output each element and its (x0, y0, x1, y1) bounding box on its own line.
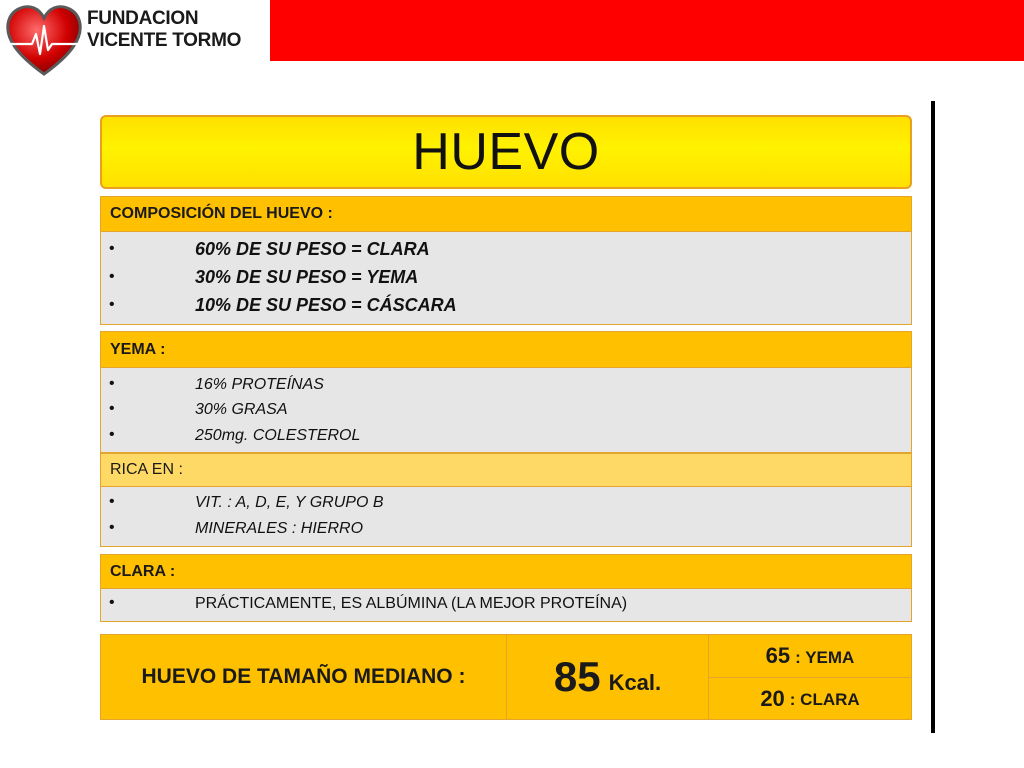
composition-heading (100, 196, 912, 232)
composition-item: 30% DE SU PESO = YEMA (195, 267, 419, 287)
yolk-kcal-value: 65 (765, 643, 791, 668)
list-item (101, 399, 911, 423)
list-item (101, 425, 911, 449)
yolk-item: 30% GRASA (195, 401, 288, 418)
egg-white-heading (100, 554, 912, 589)
rich-in-list (100, 487, 912, 547)
calorie-table (100, 634, 912, 720)
composition-list (100, 232, 912, 325)
yolk-item: 16% PROTEÍNAS (195, 376, 324, 393)
egg-white-item: PRÁCTICAMENTE, ES ALBÚMINA (LA MEJOR PROTEÍNA) (195, 595, 628, 612)
list-item (101, 238, 911, 264)
bullet-icon: • (109, 594, 115, 611)
bullet-icon: • (109, 400, 115, 417)
rich-in-heading (100, 453, 912, 487)
medium-egg-label (101, 635, 507, 719)
bullet-icon: • (109, 375, 115, 392)
yolk-kcal-cell (709, 635, 911, 678)
vertical-divider (931, 101, 935, 733)
rich-in-item: VIT. : A, D, E, Y GRUPO B (195, 494, 384, 511)
bullet-icon: • (109, 268, 115, 285)
total-kcal-cell (507, 635, 709, 719)
bullet-icon: • (109, 493, 115, 510)
bullet-icon: • (109, 519, 115, 536)
yolk-heading (100, 331, 912, 368)
list-item (101, 593, 911, 617)
yolk-heading-text: YEMA : (110, 340, 166, 358)
composition-heading-text: COMPOSICIÓN DEL HUEVO : (110, 205, 333, 222)
org-name-line1: FUNDACION (87, 8, 199, 29)
yolk-item: 250mg. COLESTEROL (195, 427, 361, 444)
page-title: HUEVO (412, 123, 600, 181)
heart-ecg-icon (6, 4, 82, 76)
white-kcal-label: : CLARA (789, 690, 860, 709)
list-item (101, 266, 911, 292)
white-kcal-cell (709, 678, 911, 719)
composition-item: 60% DE SU PESO = CLARA (195, 239, 430, 259)
bullet-icon: • (109, 296, 115, 313)
composition-item: 10% DE SU PESO = CÁSCARA (195, 295, 457, 315)
total-kcal-value: 85 (553, 653, 601, 700)
list-item (101, 374, 911, 398)
title-banner (100, 115, 912, 189)
egg-white-heading-text: CLARA : (110, 562, 176, 580)
total-kcal-unit: Kcal. (608, 670, 662, 695)
rich-in-item: MINERALES : HIERRO (195, 520, 364, 537)
list-item (101, 518, 911, 542)
egg-white-list (100, 589, 912, 622)
medium-egg-label-text: HUEVO DE TAMAÑO MEDIANO : (141, 665, 466, 688)
yolk-list (100, 368, 912, 453)
list-item (101, 492, 911, 516)
org-name-line2: VICENTE TORMO (87, 30, 242, 51)
rich-in-heading-text: RICA EN : (110, 461, 183, 478)
foundation-logo (6, 4, 82, 76)
header-red-bar (270, 0, 1024, 61)
yolk-kcal-label: : YEMA (795, 647, 855, 667)
bullet-icon: • (109, 426, 115, 443)
list-item (101, 294, 911, 320)
organization-name (87, 8, 241, 52)
white-kcal-value: 20 (760, 685, 785, 711)
bullet-icon: • (109, 240, 115, 257)
